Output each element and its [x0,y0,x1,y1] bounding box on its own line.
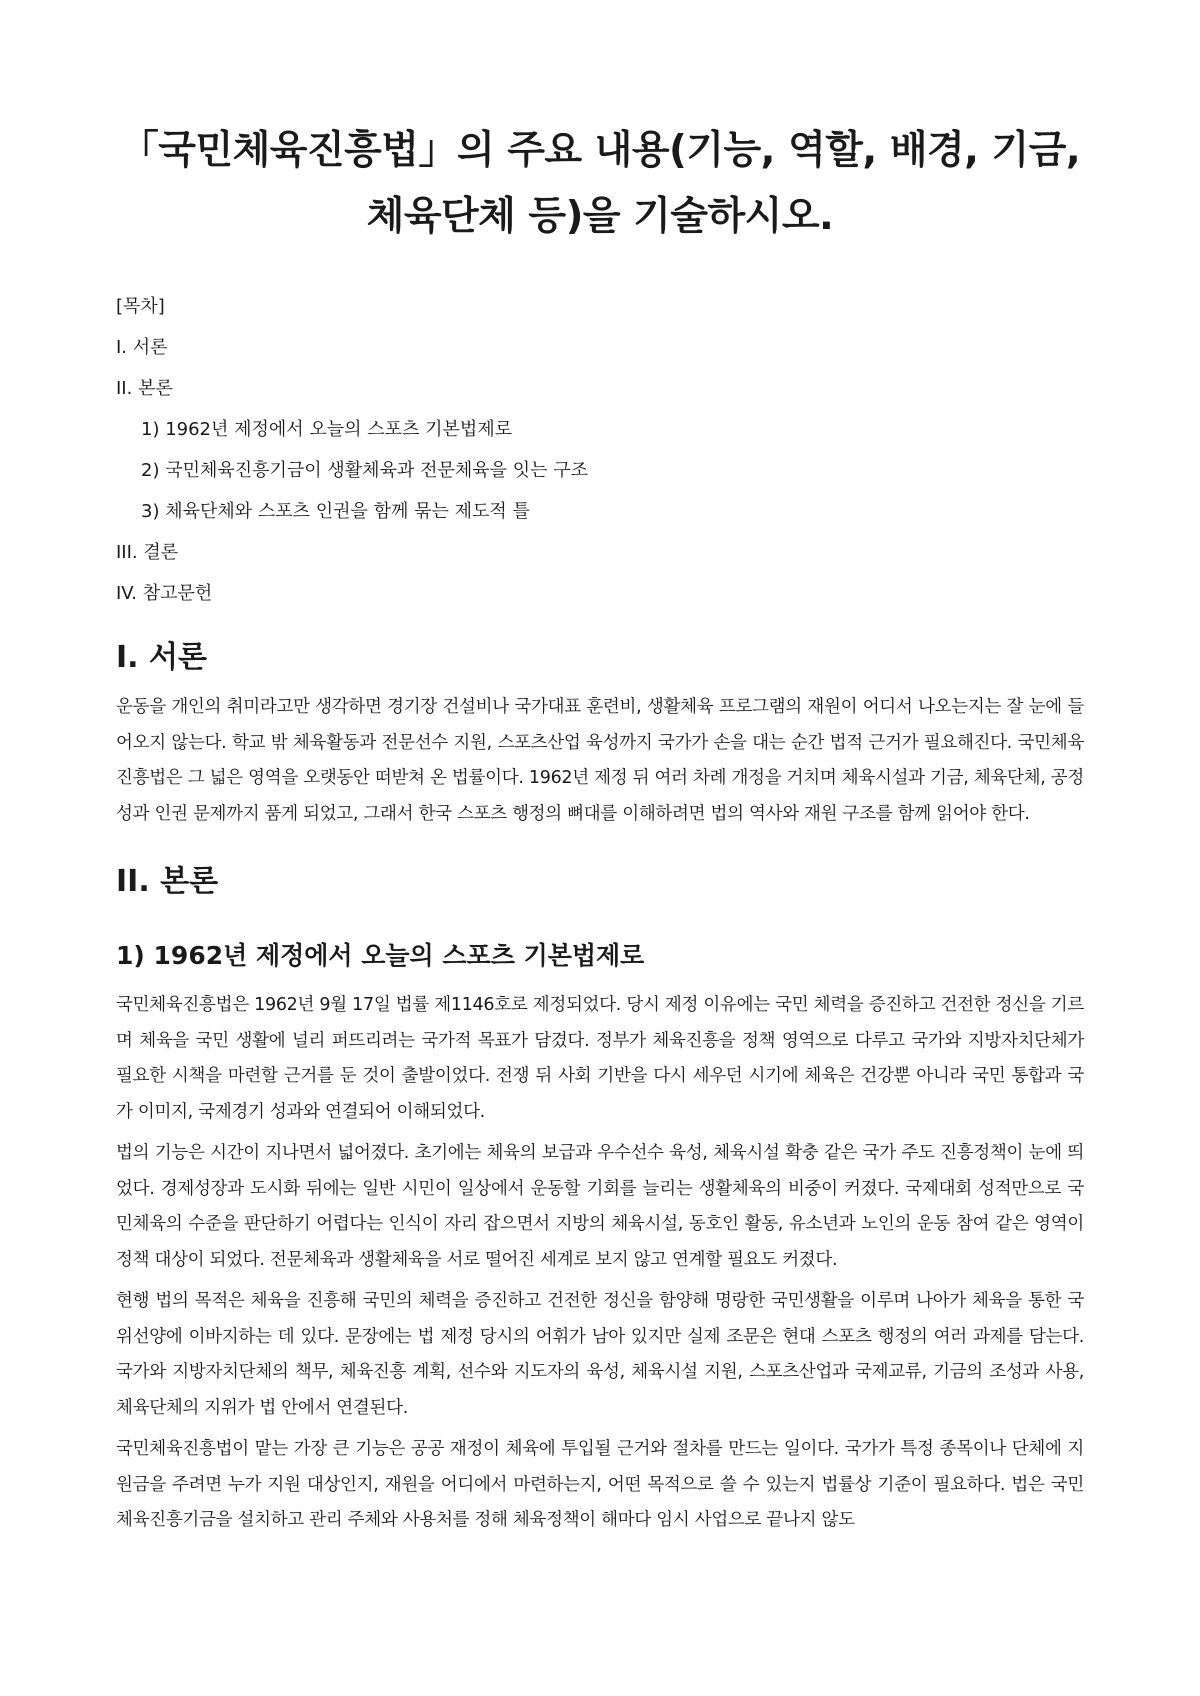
toc-heading: [목차] [116,296,165,317]
toc-subitem: 3) 체육단체와 스포츠 인권을 함께 묶는 제도적 틀 [141,501,530,522]
body-paragraph: 현행 법의 목적은 체육을 진흥해 국민의 체력을 증진하고 건전한 정신을 함양해 명랑한 국민생활을 이루며 나아가 체육을 통한 국위선양에 이바지하는 데 있다. 문장에는 법 제정 당시의 어휘가 남아 있지만 실제 조문은 현대 스포츠 행정의 여러 과제를 담는다. 국가와 지방자치단체의 책무, 체육진흥 계획, 선수와 지도자의 육성, 체육시설 지원, 스포츠산업과 국제교류, 기금의 조성과 사용, 체육단체의 지위가 법 안에서 연결된다. [116,1291,1084,1418]
body-paragraph: 국민체육진흥법이 맡는 가장 큰 기능은 공공 재정이 체육에 투입될 근거와 절차를 만드는 일이다. 국가가 특정 종목이나 단체에 지원금을 주려면 누가 지원 대상인지, 재원을 어디에서 마련하는지, 어떤 목적으로 쓸 수 있는지 법률상 기준이 필요하다. 법은 국민체육진흥기금을 설치하고 관리 주체와 사용처를 정해 체육정책이 해마다 임시 사업으로 끝나지 않도 [116,1439,1084,1530]
subsection-heading-1: 1) 1962년 제정에서 오늘의 스포츠 기본법제로 [116,941,645,970]
intro-paragraph: 운동을 개인의 취미라고만 생각하면 경기장 건설비나 국가대표 훈련비, 생활체육 프로그램의 재원이 어디서 나오는지는 잘 눈에 들어오지 않는다. 학교 밖 체육활동과 전문선수 지원, 스포츠산업 육성까지 국가가 손을 대는 순간 법적 근거가 필요해진다. 국민체육진흥법은 그 넓은 영역을 오랫동안 떠받쳐 온 법률이다. 1962년 제정 뒤 여러 차례 개정을 거치며 체육시설과 기금, 체육단체, 공정성과 인권 문제까지 품게 되었고, 그래서 한국 스포츠 행정의 뼈대를 이해하려면 법의 역사와 재원 구조를 함께 읽어야 한다. [116,697,1085,824]
toc-item: III. 결론 [116,542,179,563]
section-heading-intro: I. 서론 [116,640,207,675]
section-heading-body: II. 본론 [116,864,219,899]
toc-item: IV. 참고문헌 [116,583,213,604]
body-paragraph: 국민체육진흥법은 1962년 9월 17일 법률 제1146호로 제정되었다. 당시 제정 이유에는 국민 체력을 증진하고 건전한 정신을 기르며 체육을 국민 생활에 널리 퍼뜨리려는 국가적 목표가 담겼다. 정부가 체육진흥을 정책 영역으로 다루고 국가와 지방자치단체가 필요한 시책을 마련할 근거를 둔 것이 출발이었다. 전쟁 뒤 사회 기반을 다시 세우던 시기에 체육은 건강뿐 아니라 국민 통합과 국가 이미지, 국제경기 성과와 연결되어 이해되었다. [116,995,1084,1122]
body-paragraph: 법의 기능은 시간이 지나면서 넓어졌다. 초기에는 체육의 보급과 우수선수 육성, 체육시설 확충 같은 국가 주도 진흥정책이 눈에 띄었다. 경제성장과 도시화 뒤에는 일반 시민이 일상에서 운동할 기회를 늘리는 생활체육의 비중이 커졌다. 국제대회 성적만으로 국민체육의 수준을 판단하기 어렵다는 인식이 자리 잡으면서 지방의 체육시설, 동호인 활동, 유소년과 노인의 운동 참여 같은 영역이 정책 대상이 되었다. 전문체육과 생활체육을 서로 떨어진 세계로 보지 않고 연계할 필요도 커졌다. [116,1143,1084,1270]
toc-subitem: 2) 국민체육진흥기금이 생활체육과 전문체육을 잇는 구조 [141,460,589,481]
toc-subitem: 1) 1962년 제정에서 오늘의 스포츠 기본법제로 [141,419,513,440]
table-of-contents [116,286,1084,614]
toc-item: II. 본론 [116,378,173,399]
toc-item: I. 서론 [116,337,168,358]
document-title: 「국민체육진흥법」의 주요 내용(기능, 역할, 배경, 기금, 체육단체 등)을 기술하시오. [119,128,1081,239]
